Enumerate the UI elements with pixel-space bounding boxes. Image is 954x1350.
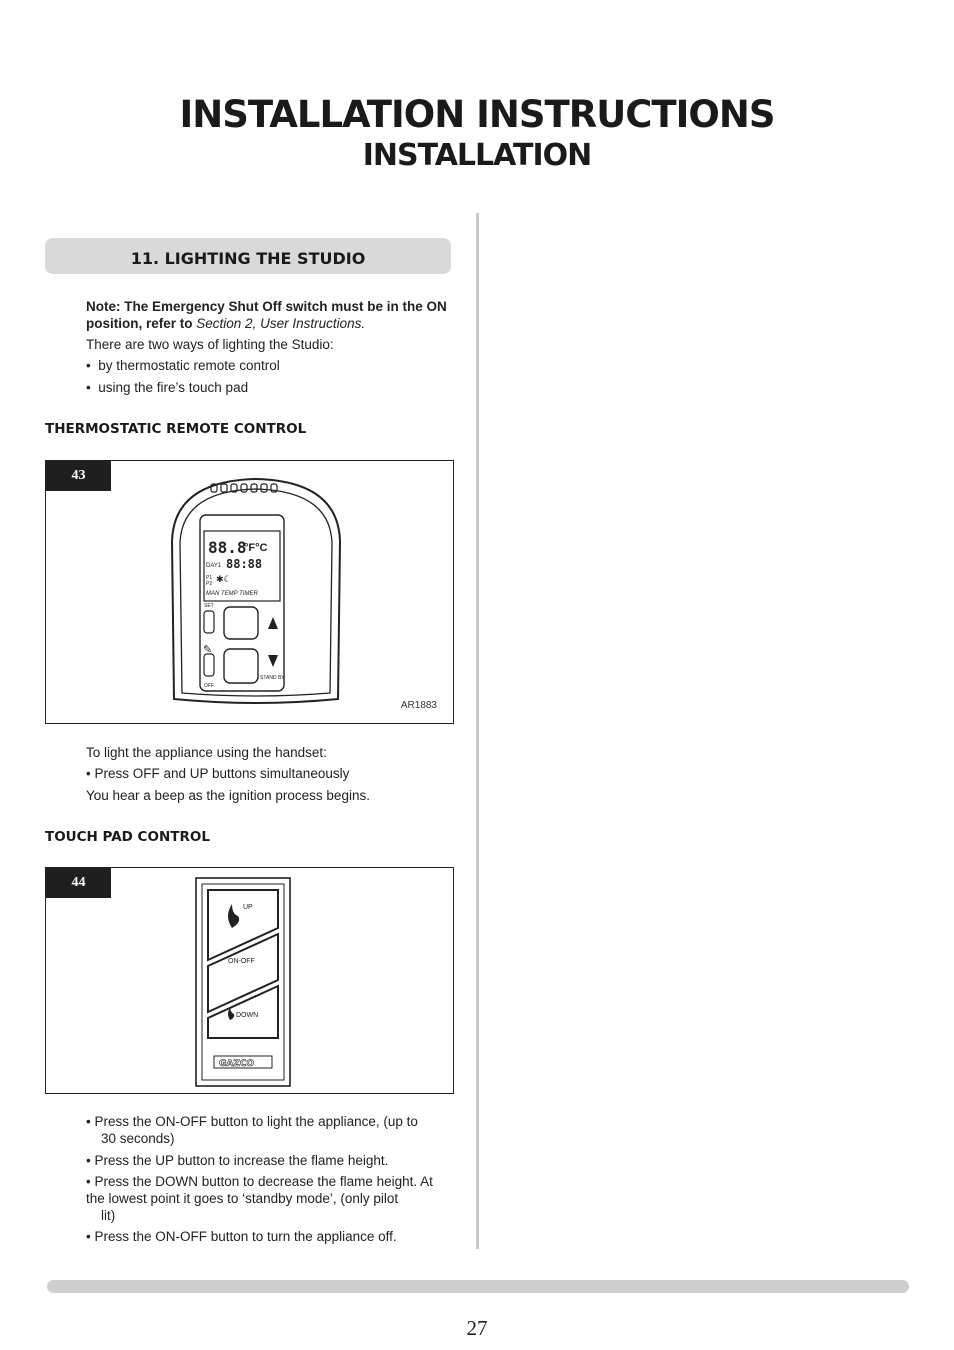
figure-number: 43 (46, 461, 111, 491)
touchpad-step: • Press the ON-OFF button to light the appliance, (up to (86, 1114, 418, 1129)
set-label: SET (204, 603, 214, 609)
page-number: 27 (466, 1316, 488, 1340)
note-bold: Note: The Emergency Shut Off switch must be in the ON position, refer to (86, 299, 447, 331)
onoff-key[interactable] (208, 934, 278, 1012)
page-title: INSTALLATION INSTRUCTIONS (179, 93, 775, 136)
remote-instruction-2: • Press OFF and UP buttons simultaneously (86, 766, 350, 781)
display-unit: °F°C (244, 542, 268, 554)
list-item: • by thermostatic remote control (86, 358, 280, 373)
flame-icon: ✎ (203, 643, 213, 656)
set-button[interactable] (204, 611, 214, 633)
touchpad-step: the lowest point it goes to ‘standby mode’, (only pilot (86, 1191, 399, 1206)
figure-44 (45, 867, 454, 1094)
remote-handset-illustration (46, 461, 451, 721)
footer-bar (47, 1280, 909, 1293)
down-label: DOWN (236, 1012, 259, 1019)
flame-large-icon (228, 904, 239, 928)
down-arrow-icon[interactable] (268, 655, 278, 667)
off-button[interactable] (204, 654, 214, 676)
touchpad-step: • Press the UP button to increase the flame height. (86, 1153, 389, 1168)
touch-pad-illustration (46, 868, 451, 1091)
remote-key-upper[interactable] (224, 607, 258, 639)
list-item: • using the fire’s touch pad (86, 380, 249, 395)
touchpad-heading: TOUCH PAD CONTROL (45, 829, 210, 845)
column-divider (476, 213, 479, 1249)
page-subtitle: INSTALLATION (362, 138, 592, 173)
display-time: 88:88 (226, 557, 263, 571)
touchpad-step: • Press the DOWN button to decrease the flame height. At (86, 1174, 433, 1189)
remote-instruction-3: You hear a beep as the ignition process begins. (86, 788, 370, 803)
intro-text: There are two ways of lighting the Studio: (86, 337, 334, 352)
display-modes: MAN TEMP TIMER (206, 591, 258, 597)
display-temp: 88.8 (208, 538, 247, 557)
figure-number: 44 (46, 868, 111, 898)
display-day: DAY1 (206, 563, 222, 569)
way-2: using the fire’s touch pad (98, 380, 249, 395)
way-1: by thermostatic remote control (98, 358, 280, 373)
touchpad-step: lit) (86, 1208, 116, 1223)
svg-text:P2: P2 (206, 581, 213, 587)
onoff-label: ON-OFF (228, 958, 255, 965)
figure-code: AR1883 (400, 700, 437, 711)
svg-text:✱☾: ✱☾ (216, 575, 232, 585)
flame-small-icon (228, 1008, 234, 1020)
up-label: UP (243, 904, 253, 911)
touchpad-step: • Press the ON-OFF button to turn the appliance off. (86, 1229, 397, 1244)
emergency-note (86, 298, 458, 332)
svg-text:P1: P1 (206, 575, 213, 581)
remote-heading: THERMOSTATIC REMOTE CONTROL (45, 421, 307, 437)
up-arrow-icon[interactable] (268, 617, 278, 629)
remote-instruction-1: To light the appliance using the handset: (86, 745, 327, 760)
off-label: OFF (204, 683, 214, 689)
remote-key-lower[interactable] (224, 649, 258, 683)
section-title: 11. LIGHTING THE STUDIO (130, 249, 366, 268)
touchpad-step: 30 seconds) (86, 1131, 175, 1146)
standby-label: STAND BY (260, 675, 285, 681)
note-italic: Section 2, User Instructions. (196, 316, 366, 331)
section-header (45, 238, 451, 274)
brand-logo: GAZCO (219, 1059, 255, 1069)
figure-43 (45, 460, 454, 724)
